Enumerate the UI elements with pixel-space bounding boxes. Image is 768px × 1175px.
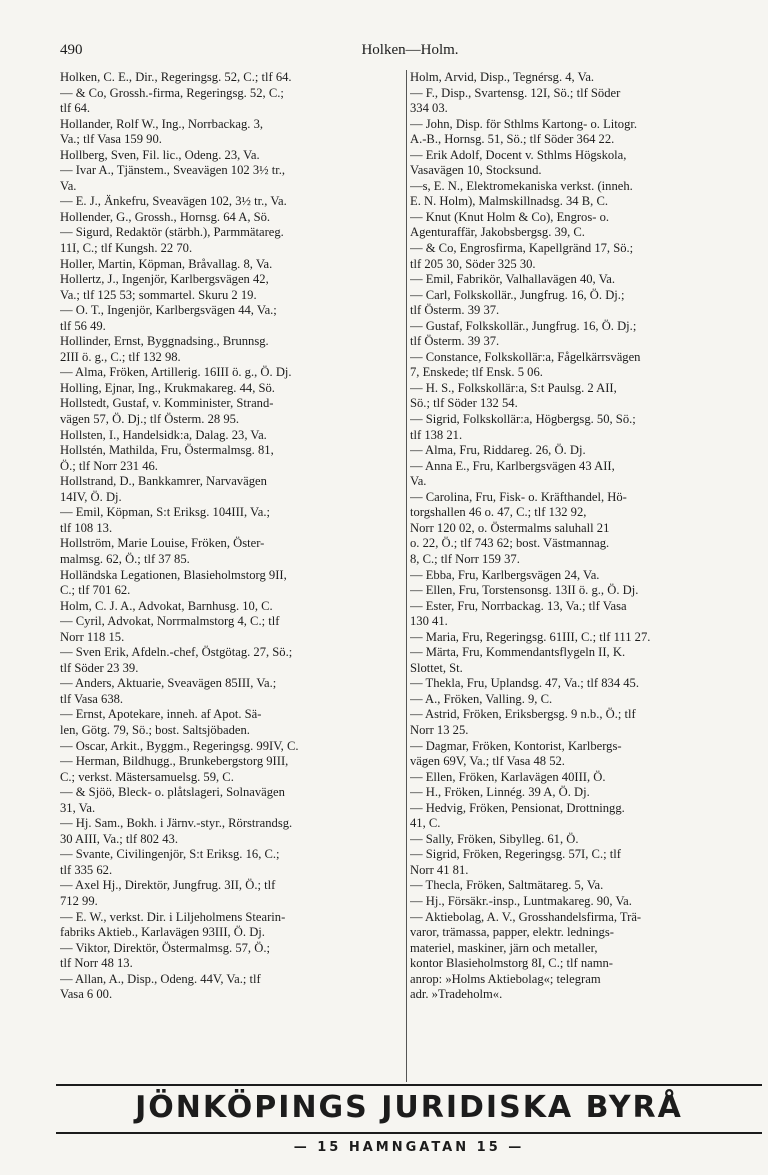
directory-line: Holler, Martin, Köpman, Bråvallag. 8, Va.	[60, 256, 273, 271]
directory-line: — E. J., Änkefru, Sveavägen 102, 3½ tr., Va.	[60, 194, 287, 209]
directory-line: Va.; tlf 125 53; sommartel. Skuru 2 19.	[60, 287, 257, 302]
directory-line: 11I, C.; tlf Kungsh. 22 70.	[60, 241, 193, 256]
directory-line: Hollinder, Ernst, Byggnadsing., Brunnsg.	[60, 334, 269, 349]
directory-line: — H. S., Folkskollär:a, S:t Paulsg. 2 AII,	[410, 380, 617, 395]
directory-line: 31, Va.	[60, 800, 96, 815]
directory-line: Vasavägen 10, Stocksund.	[410, 163, 542, 178]
directory-line: tlf 56 49.	[60, 318, 106, 333]
directory-line: kontor Blasieholmstorg 8I, C.; tlf namn-	[410, 956, 614, 971]
directory-line: — Sigurd, Redaktör (stärbh.), Parmmätareg.	[60, 225, 284, 240]
directory-line: Slottet, St.	[410, 660, 463, 675]
directory-line: E. N. Holm), Malmskillnadsg. 34 B, C.	[410, 194, 609, 209]
directory-line: 7, Enskede; tlf Ensk. 5 06.	[410, 365, 543, 380]
directory-line: — Ivar A., Tjänstem., Sveavägen 102 3½ tr.,	[60, 163, 286, 178]
directory-line: tlf Norr 48 13.	[60, 956, 133, 971]
directory-line: o. 22, Ö.; tlf 743 62; bost. Västmannag.	[410, 536, 610, 551]
directory-line: — F., Disp., Svartensg. 12I, Sö.; tlf Söder	[410, 85, 621, 100]
directory-line: 14IV, Ö. Dj.	[60, 489, 122, 504]
page-number: 490	[60, 42, 83, 58]
directory-line: Agenturaffär, Jakobsbergsg. 39, C.	[410, 225, 585, 240]
directory-line: Hollström, Marie Louise, Fröken, Öster-	[60, 536, 265, 551]
directory-line: — Alma, Fru, Riddareg. 26, Ö. Dj.	[410, 443, 586, 458]
directory-line: Vasa 6 00.	[60, 987, 113, 1002]
directory-line: tlf Österm. 39 37.	[410, 303, 500, 318]
directory-line: 30 AIII, Va.; tlf 802 43.	[60, 831, 178, 846]
directory-line: — & Sjöö, Bleck- o. plåtslageri, Solnavägen	[60, 785, 285, 800]
directory-line: fabriks Aktieb., Karlavägen 93III, Ö. Dj.	[60, 925, 265, 940]
directory-line: — Emil, Köpman, S:t Eriksg. 104III, Va.;	[60, 505, 270, 520]
directory-line: — A., Fröken, Valling. 9, C.	[410, 691, 553, 706]
directory-line: — Maria, Fru, Regeringsg. 61III, C.; tlf 111 27.	[410, 629, 651, 644]
directory-line: — Allan, A., Disp., Odeng. 44V, Va.; tlf	[60, 971, 261, 986]
directory-line: tlf Österm. 39 37.	[410, 334, 500, 349]
directory-line: — John, Disp. för Sthlms Kartong- o. Litogr.	[410, 116, 638, 131]
directory-line: — Hj. Sam., Bokh. i Järnv.-styr., Rörstrandsg.	[60, 816, 293, 831]
directory-line: — Ernst, Apotekare, inneh. af Apot. Sä-	[60, 707, 262, 722]
directory-line: anrop: »Holms Aktiebolag«; telegram	[410, 971, 601, 986]
directory-line: — Cyril, Advokat, Norrmalmstorg 4, C.; tlf	[60, 614, 280, 629]
directory-line: — Sally, Fröken, Sibylleg. 61, Ö.	[410, 831, 579, 846]
directory-line: Holm, Arvid, Disp., Tegnérsg. 4, Va.	[410, 70, 595, 84]
directory-line: Norr 118 15.	[60, 629, 125, 644]
directory-line: — Thecla, Fröken, Saltmätareg. 5, Va.	[410, 878, 604, 893]
directory-line: — Sigrid, Fröken, Regeringsg. 57I, C.; tlf	[410, 847, 621, 862]
directory-line: Holken, C. E., Dir., Regeringsg. 52, C.; tlf 64.	[60, 70, 292, 84]
directory-line: — Alma, Fröken, Artillerig. 16III ö. g., Ö. Dj.	[60, 365, 292, 380]
directory-line: tlf Vasa 638.	[60, 691, 124, 706]
directory-line: malmsg. 62, Ö.; tlf 37 85.	[60, 551, 190, 566]
directory-line: Holm, C. J. A., Advokat, Barnhusg. 10, C.	[60, 598, 273, 613]
directory-line: Hollstén, Mathilda, Fru, Östermalmsg. 81,	[60, 443, 274, 458]
directory-line: vägen 57, Ö. Dj.; tlf Österm. 28 95.	[60, 412, 240, 427]
directory-line: Holländska Legationen, Blasieholmstorg 9II,	[60, 567, 287, 582]
directory-line: C.; tlf 701 62.	[60, 583, 131, 598]
footer-rule-top	[56, 1084, 762, 1086]
directory-line: varor, trämassa, papper, elektr. lednings-	[410, 925, 614, 940]
directory-line: tlf 108 13.	[60, 520, 113, 535]
directory-line: — Sigrid, Folkskollär:a, Högbergsg. 50, Sö.;	[410, 412, 636, 427]
directory-line: — Herman, Bildhugg., Brunkebergstorg 9III,	[60, 754, 289, 769]
directory-line: — Aktiebolag, A. V., Grosshandelsfirma, Trä-	[410, 909, 642, 924]
directory-line: — Viktor, Direktör, Östermalmsg. 57, Ö.;	[60, 940, 270, 955]
directory-line: — Ester, Fru, Norrbackag. 13, Va.; tlf Vasa	[410, 598, 627, 613]
directory-line: Hollsten, I., Handelsidk:a, Dalag. 23, Va.	[60, 427, 267, 442]
directory-line: — Anders, Aktuarie, Sveavägen 85III, Va.;	[60, 676, 277, 691]
directory-line: — & Co, Engrosfirma, Kapellgränd 17, Sö.;	[410, 241, 634, 256]
left-column	[60, 70, 404, 1003]
directory-line: — Carolina, Fru, Fisk- o. Kräfthandel, Hö-	[410, 489, 627, 504]
directory-line: — Carl, Folkskollär., Jungfrug. 16, Ö. Dj.;	[410, 287, 625, 302]
directory-line: tlf 205 30, Söder 325 30.	[410, 256, 536, 271]
directory-line: — Ellen, Fröken, Karlavägen 40III, Ö.	[410, 769, 606, 784]
directory-line: Va.	[60, 178, 77, 193]
directory-line: Hollertz, J., Ingenjör, Karlbergsvägen 42,	[60, 272, 269, 287]
directory-line: — Astrid, Fröken, Eriksbergsg. 9 n.b., Ö.; tlf	[410, 707, 636, 722]
directory-line: len, Götg. 79, Sö.; bost. Saltsjöbaden.	[60, 722, 250, 737]
directory-line: — Gustaf, Folkskollär., Jungfrug. 16, Ö. Dj.;	[410, 318, 637, 333]
directory-line: — Hedvig, Fröken, Pensionat, Drottningg.	[410, 800, 625, 815]
directory-line: 8, C.; tlf Norr 159 37.	[410, 551, 520, 566]
page-header	[60, 42, 760, 64]
directory-line: tlf 138 21.	[410, 427, 463, 442]
directory-line: — Märta, Fru, Kommendantsflygeln II, K.	[410, 645, 626, 660]
directory-line: 2III ö. g., C.; tlf 132 98.	[60, 349, 181, 364]
directory-line: Hollstedt, Gustaf, v. Komminister, Strand-	[60, 396, 274, 411]
directory-line: — O. T., Ingenjör, Karlbergsvägen 44, Va.;	[60, 303, 277, 318]
directory-line: 130 41.	[410, 614, 448, 629]
directory-line: — Oscar, Arkit., Byggm., Regeringsg. 99IV, C.	[60, 738, 299, 753]
directory-line: — & Co, Grossh.-firma, Regeringsg. 52, C.;	[60, 85, 284, 100]
directory-line: 334 03.	[410, 101, 448, 116]
directory-line: Norr 41 81.	[410, 862, 469, 877]
directory-line: — Ebba, Fru, Karlbergsvägen 24, Va.	[410, 567, 600, 582]
directory-line: Va.; tlf Vasa 159 90.	[60, 132, 162, 147]
directory-line: Holling, Ejnar, Ing., Krukmakareg. 44, Sö.	[60, 380, 275, 395]
directory-line: Va.	[410, 474, 427, 489]
directory-line: — Ellen, Fru, Torstensonsg. 13II ö. g., Ö. Dj.	[410, 583, 639, 598]
directory-line: 41, C.	[410, 816, 441, 831]
directory-line: Norr 13 25.	[410, 722, 469, 737]
directory-line: adr. »Tradeholm«.	[410, 987, 503, 1002]
directory-line: —s, E. N., Elektromekaniska verkst. (inneh.	[410, 178, 633, 193]
footer-banner: JÖNKÖPINGS JURIDISKA BYRÅ	[135, 1090, 683, 1125]
column-divider	[406, 70, 407, 1082]
running-head: Holken—Holm.	[361, 42, 459, 58]
directory-line: — Thekla, Fru, Uplandsg. 47, Va.; tlf 834 45.	[410, 676, 640, 691]
directory-line: torgshallen 46 o. 47, C.; tlf 132 92,	[410, 505, 587, 520]
directory-line: Norr 120 02, o. Östermalms saluhall 21	[410, 520, 610, 535]
directory-line: — Emil, Fabrikör, Valhallavägen 40, Va.	[410, 272, 616, 287]
directory-line: Hollander, Rolf W., Ing., Norrbackag. 3,	[60, 116, 264, 131]
directory-line: — Axel Hj., Direktör, Jungfrug. 3II, Ö.; tlf	[60, 878, 276, 893]
directory-line: — Knut (Knut Holm & Co), Engros- o.	[410, 209, 610, 224]
directory-line: materiel, maskiner, järn och metaller,	[410, 940, 598, 955]
directory-line: C.; verkst. Mästersamuelsg. 59, C.	[60, 769, 234, 784]
footer-address: — 15 HAMNGATAN 15 —	[293, 1140, 525, 1155]
directory-line: vägen 69V, Va.; tlf Vasa 48 52.	[410, 754, 565, 769]
directory-line: Hollender, G., Grossh., Hornsg. 64 A, Sö.	[60, 209, 271, 224]
directory-line: — Dagmar, Fröken, Kontorist, Karlbergs-	[410, 738, 622, 753]
directory-line: — Erik Adolf, Docent v. Sthlms Högskola,	[410, 147, 627, 162]
directory-line: — Hj., Försäkr.-insp., Luntmakareg. 90, Va.	[410, 893, 632, 908]
right-column	[410, 70, 762, 1003]
directory-line: tlf Söder 23 39.	[60, 660, 139, 675]
directory-line: Sö.; tlf Söder 132 54.	[410, 396, 518, 411]
directory-line: Hollstrand, D., Bankkamrer, Narvavägen	[60, 474, 267, 489]
directory-line: A.-B., Hornsg. 51, Sö.; tlf Söder 364 22.	[410, 132, 615, 147]
directory-line: — Sven Erik, Afdeln.-chef, Östgötag. 27, Sö.;	[60, 645, 293, 660]
directory-line: — Svante, Civilingenjör, S:t Eriksg. 16, C.;	[60, 847, 280, 862]
directory-line: tlf 64.	[60, 101, 91, 116]
directory-line: — Constance, Folkskollär:a, Fågelkärrsvägen	[410, 349, 641, 364]
directory-line: — H., Fröken, Linnég. 39 A, Ö. Dj.	[410, 785, 590, 800]
directory-line: — E. W., verkst. Dir. i Liljeholmens Stearin-	[60, 909, 286, 924]
directory-line: tlf 335 62.	[60, 862, 113, 877]
directory-line: — Anna E., Fru, Karlbergsvägen 43 AII,	[410, 458, 615, 473]
directory-line: Ö.; tlf Norr 231 46.	[60, 458, 158, 473]
directory-line: Hollberg, Sven, Fil. lic., Odeng. 23, Va.	[60, 147, 260, 162]
directory-line: 712 99.	[60, 893, 98, 908]
footer-rule-bottom	[56, 1132, 762, 1134]
